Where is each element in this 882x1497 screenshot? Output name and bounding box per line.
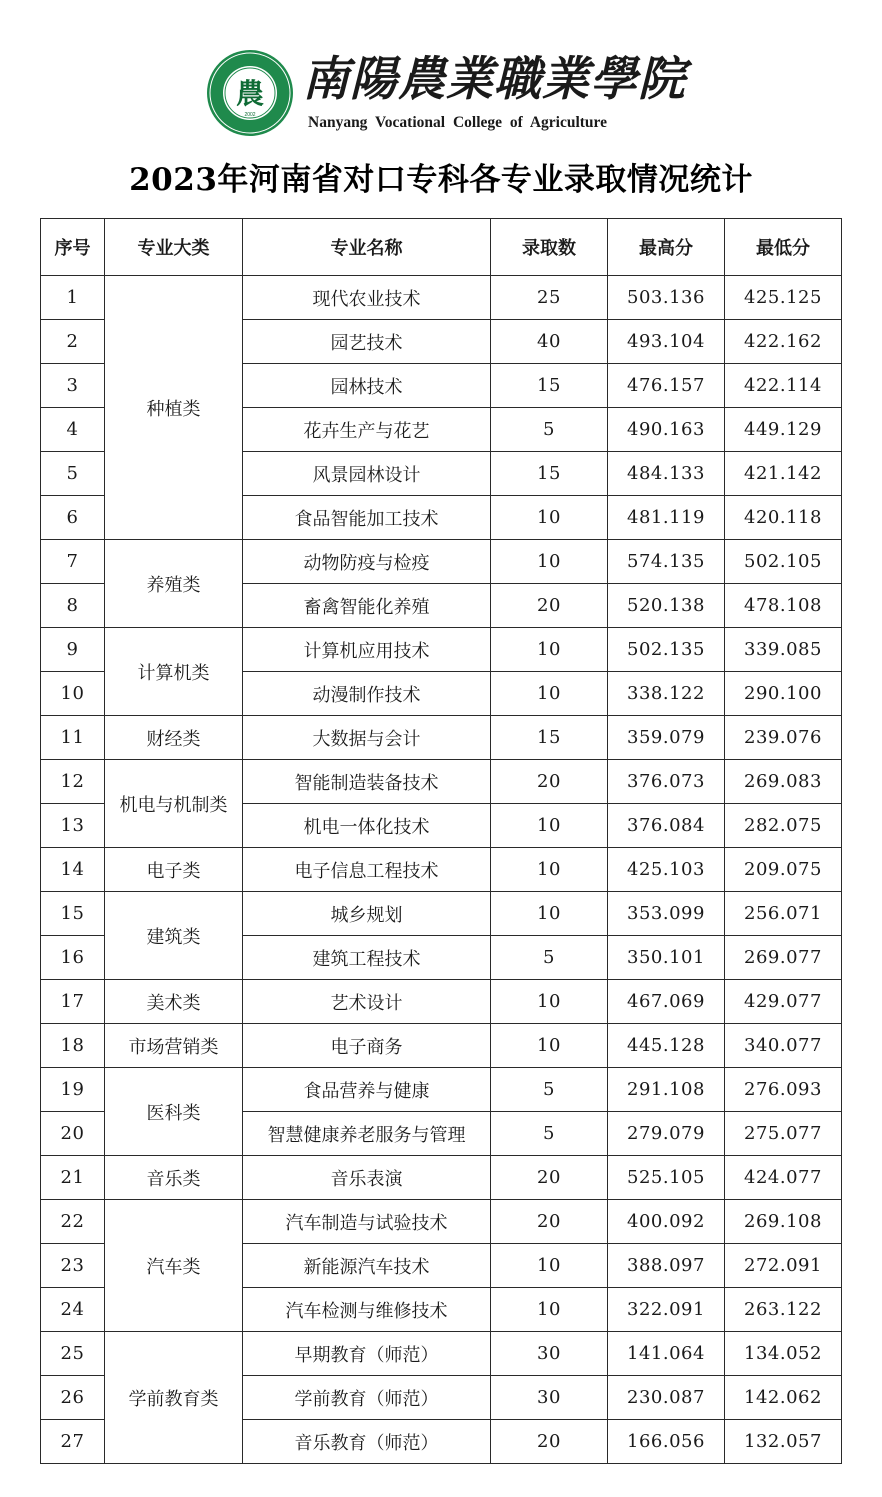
cell-major: 早期教育（师范） [243, 1332, 491, 1376]
cell-count: 20 [491, 760, 608, 804]
header-seq: 序号 [41, 219, 105, 276]
cell-seq: 20 [41, 1112, 105, 1156]
cell-max-score: 493.104 [608, 320, 725, 364]
cell-major: 电子商务 [243, 1024, 491, 1068]
cell-major: 花卉生产与花艺 [243, 408, 491, 452]
cell-min-score: 502.105 [725, 540, 842, 584]
cell-max-score: 230.087 [608, 1376, 725, 1420]
cell-count: 30 [491, 1332, 608, 1376]
cell-major: 园林技术 [243, 364, 491, 408]
cell-category: 计算机类 [105, 628, 243, 716]
cell-seq: 21 [41, 1156, 105, 1200]
header-category: 专业大类 [105, 219, 243, 276]
page-title: 2023年河南省对口专科各专业录取情况统计 [129, 162, 753, 198]
cell-min-score: 282.075 [725, 804, 842, 848]
cell-seq: 22 [41, 1200, 105, 1244]
admission-statistics-table [40, 218, 842, 1464]
cell-min-score: 425.125 [725, 276, 842, 320]
cell-max-score: 353.099 [608, 892, 725, 936]
cell-min-score: 269.077 [725, 936, 842, 980]
cell-count: 5 [491, 1112, 608, 1156]
cell-major: 畜禽智能化养殖 [243, 584, 491, 628]
cell-major: 新能源汽车技术 [243, 1244, 491, 1288]
cell-max-score: 476.157 [608, 364, 725, 408]
cell-min-score: 339.085 [725, 628, 842, 672]
cell-max-score: 350.101 [608, 936, 725, 980]
cell-seq: 24 [41, 1288, 105, 1332]
cell-seq: 27 [41, 1420, 105, 1464]
cell-seq: 12 [41, 760, 105, 804]
table-row [41, 1332, 842, 1376]
table-row [41, 1068, 842, 1112]
cell-count: 10 [491, 892, 608, 936]
cell-min-score: 340.077 [725, 1024, 842, 1068]
cell-major: 音乐教育（师范） [243, 1420, 491, 1464]
cell-major: 智慧健康养老服务与管理 [243, 1112, 491, 1156]
cell-count: 10 [491, 804, 608, 848]
cell-max-score: 481.119 [608, 496, 725, 540]
cell-count: 5 [491, 936, 608, 980]
header-major: 专业名称 [243, 219, 491, 276]
cell-seq: 2 [41, 320, 105, 364]
cell-max-score: 502.135 [608, 628, 725, 672]
cell-count: 10 [491, 540, 608, 584]
cell-seq: 8 [41, 584, 105, 628]
cell-major: 艺术设计 [243, 980, 491, 1024]
cell-count: 10 [491, 496, 608, 540]
cell-min-score: 290.100 [725, 672, 842, 716]
cell-major: 风景园林设计 [243, 452, 491, 496]
svg-text:農: 農 [235, 77, 265, 110]
cell-seq: 18 [41, 1024, 105, 1068]
table-row [41, 1156, 842, 1200]
cell-count: 10 [491, 848, 608, 892]
table-row [41, 848, 842, 892]
table-row [41, 540, 842, 584]
cell-max-score: 400.092 [608, 1200, 725, 1244]
cell-major: 汽车检测与维修技术 [243, 1288, 491, 1332]
cell-major: 大数据与会计 [243, 716, 491, 760]
cell-count: 20 [491, 1156, 608, 1200]
cell-count: 10 [491, 672, 608, 716]
cell-count: 10 [491, 628, 608, 672]
cell-seq: 16 [41, 936, 105, 980]
cell-seq: 4 [41, 408, 105, 452]
cell-min-score: 142.062 [725, 1376, 842, 1420]
cell-max-score: 279.079 [608, 1112, 725, 1156]
cell-count: 10 [491, 1244, 608, 1288]
cell-seq: 23 [41, 1244, 105, 1288]
cell-seq: 5 [41, 452, 105, 496]
cell-count: 10 [491, 1024, 608, 1068]
cell-count: 30 [491, 1376, 608, 1420]
cell-category: 美术类 [105, 980, 243, 1024]
cell-category: 财经类 [105, 716, 243, 760]
cell-major: 计算机应用技术 [243, 628, 491, 672]
cell-count: 15 [491, 364, 608, 408]
cell-min-score: 424.077 [725, 1156, 842, 1200]
cell-major: 城乡规划 [243, 892, 491, 936]
table-row [41, 716, 842, 760]
cell-major: 现代农业技术 [243, 276, 491, 320]
cell-min-score: 132.057 [725, 1420, 842, 1464]
cell-max-score: 322.091 [608, 1288, 725, 1332]
cell-major: 动物防疫与检疫 [243, 540, 491, 584]
cell-category: 音乐类 [105, 1156, 243, 1200]
cell-major: 动漫制作技术 [243, 672, 491, 716]
college-name-chinese: 南陽農業職業學院 [302, 52, 686, 107]
cell-seq: 3 [41, 364, 105, 408]
cell-seq: 10 [41, 672, 105, 716]
cell-seq: 7 [41, 540, 105, 584]
cell-count: 15 [491, 452, 608, 496]
cell-min-score: 275.077 [725, 1112, 842, 1156]
cell-max-score: 503.136 [608, 276, 725, 320]
cell-category: 医科类 [105, 1068, 243, 1156]
cell-min-score: 134.052 [725, 1332, 842, 1376]
cell-major: 音乐表演 [243, 1156, 491, 1200]
cell-seq: 15 [41, 892, 105, 936]
cell-max-score: 388.097 [608, 1244, 725, 1288]
cell-max-score: 166.056 [608, 1420, 725, 1464]
cell-max-score: 291.108 [608, 1068, 725, 1112]
cell-min-score: 269.108 [725, 1200, 842, 1244]
cell-seq: 26 [41, 1376, 105, 1420]
table-row [41, 760, 842, 804]
cell-count: 40 [491, 320, 608, 364]
cell-max-score: 574.135 [608, 540, 725, 584]
cell-max-score: 141.064 [608, 1332, 725, 1376]
cell-min-score: 209.075 [725, 848, 842, 892]
svg-text:2002: 2002 [244, 112, 256, 118]
header-min: 最低分 [725, 219, 842, 276]
cell-max-score: 484.133 [608, 452, 725, 496]
cell-major: 智能制造装备技术 [243, 760, 491, 804]
table-row [41, 1200, 842, 1244]
cell-seq: 1 [41, 276, 105, 320]
cell-count: 10 [491, 1288, 608, 1332]
cell-seq: 6 [41, 496, 105, 540]
cell-min-score: 263.122 [725, 1288, 842, 1332]
cell-major: 建筑工程技术 [243, 936, 491, 980]
cell-max-score: 490.163 [608, 408, 725, 452]
cell-min-score: 256.071 [725, 892, 842, 936]
cell-major: 食品营养与健康 [243, 1068, 491, 1112]
cell-seq: 13 [41, 804, 105, 848]
cell-min-score: 478.108 [725, 584, 842, 628]
table-row [41, 980, 842, 1024]
cell-major: 汽车制造与试验技术 [243, 1200, 491, 1244]
cell-count: 10 [491, 980, 608, 1024]
table-row [41, 276, 842, 320]
cell-major: 园艺技术 [243, 320, 491, 364]
table-row [41, 628, 842, 672]
cell-max-score: 359.079 [608, 716, 725, 760]
cell-category: 建筑类 [105, 892, 243, 980]
college-seal-logo [205, 48, 295, 138]
cell-major: 学前教育（师范） [243, 1376, 491, 1420]
header-count: 录取数 [491, 219, 608, 276]
cell-max-score: 338.122 [608, 672, 725, 716]
page-header [0, 0, 882, 150]
cell-major: 食品智能加工技术 [243, 496, 491, 540]
cell-category: 机电与机制类 [105, 760, 243, 848]
cell-major: 电子信息工程技术 [243, 848, 491, 892]
cell-max-score: 445.128 [608, 1024, 725, 1068]
cell-category: 汽车类 [105, 1200, 243, 1332]
cell-min-score: 269.083 [725, 760, 842, 804]
cell-seq: 9 [41, 628, 105, 672]
cell-min-score: 422.162 [725, 320, 842, 364]
cell-max-score: 525.105 [608, 1156, 725, 1200]
table-header-row [41, 219, 842, 276]
cell-max-score: 467.069 [608, 980, 725, 1024]
table-row [41, 1024, 842, 1068]
cell-count: 15 [491, 716, 608, 760]
cell-category: 养殖类 [105, 540, 243, 628]
cell-min-score: 276.093 [725, 1068, 842, 1112]
cell-min-score: 420.118 [725, 496, 842, 540]
cell-min-score: 421.142 [725, 452, 842, 496]
cell-category: 种植类 [105, 276, 243, 540]
cell-min-score: 449.129 [725, 408, 842, 452]
cell-min-score: 239.076 [725, 716, 842, 760]
cell-max-score: 520.138 [608, 584, 725, 628]
cell-count: 20 [491, 584, 608, 628]
cell-count: 5 [491, 408, 608, 452]
cell-min-score: 429.077 [725, 980, 842, 1024]
cell-seq: 14 [41, 848, 105, 892]
seal-graphic [205, 48, 295, 138]
cell-count: 25 [491, 276, 608, 320]
cell-seq: 11 [41, 716, 105, 760]
cell-major: 机电一体化技术 [243, 804, 491, 848]
header-max: 最高分 [608, 219, 725, 276]
table-body [41, 276, 842, 1464]
cell-seq: 25 [41, 1332, 105, 1376]
cell-seq: 17 [41, 980, 105, 1024]
cell-max-score: 425.103 [608, 848, 725, 892]
cell-max-score: 376.073 [608, 760, 725, 804]
cell-count: 20 [491, 1200, 608, 1244]
cell-seq: 19 [41, 1068, 105, 1112]
cell-category: 市场营销类 [105, 1024, 243, 1068]
cell-count: 20 [491, 1420, 608, 1464]
cell-max-score: 376.084 [608, 804, 725, 848]
college-name-english: Nanyang Vocational College of Agriculture [308, 114, 608, 131]
cell-min-score: 422.114 [725, 364, 842, 408]
table-row [41, 892, 842, 936]
cell-category: 电子类 [105, 848, 243, 892]
cell-count: 5 [491, 1068, 608, 1112]
cell-category: 学前教育类 [105, 1332, 243, 1464]
cell-min-score: 272.091 [725, 1244, 842, 1288]
